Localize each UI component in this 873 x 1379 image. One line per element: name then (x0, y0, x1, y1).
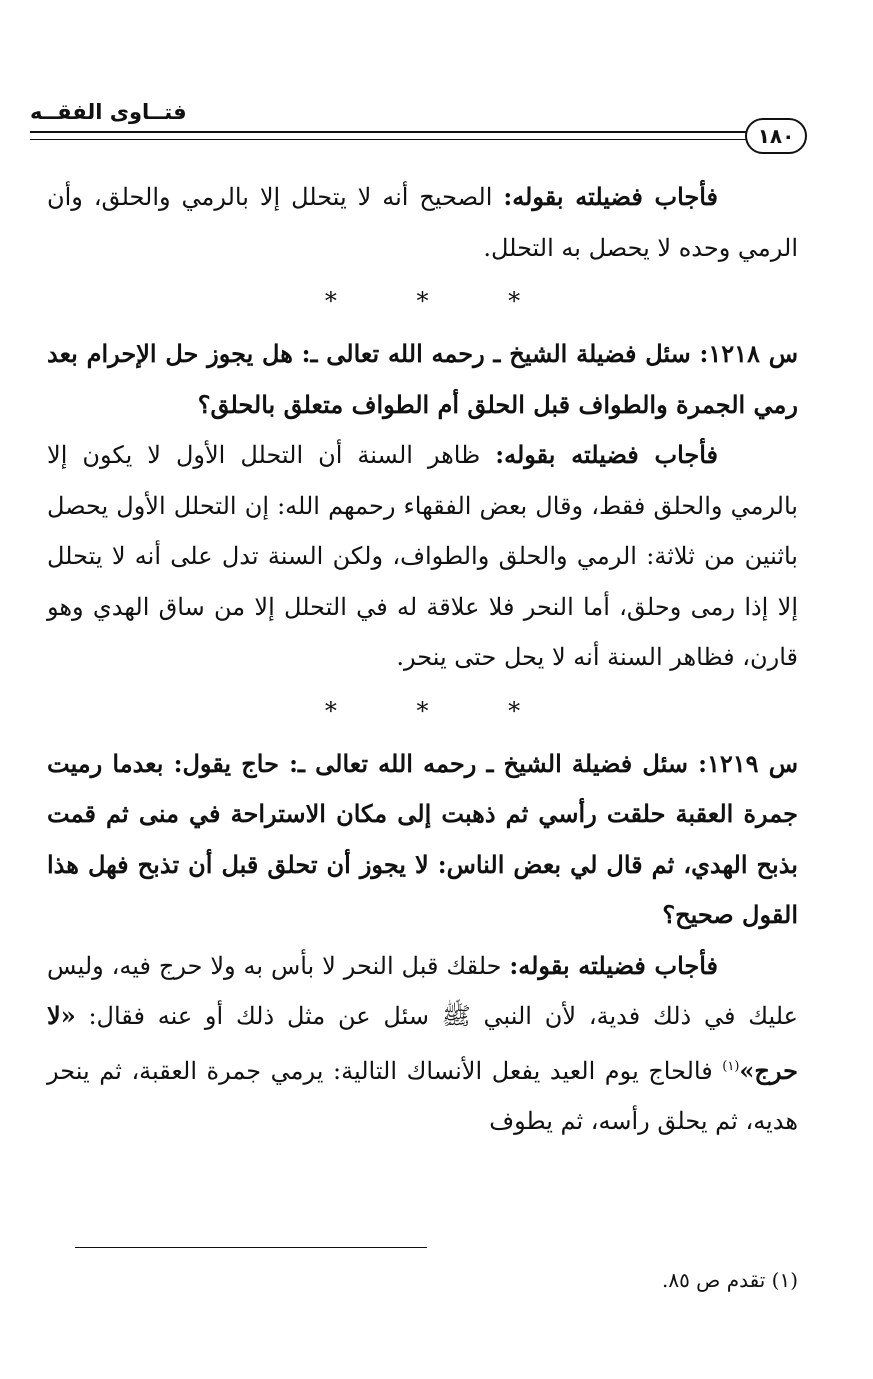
question-text: سئل فضيلة الشيخ ـ رحمه الله تعالى ـ: هل يجوز حل الإحرام بعد رمي الجمرة والطواف قبل الحلق أم الطواف متعلق بالحلق؟ (47, 339, 798, 419)
paragraph (47, 172, 798, 273)
section-separator: * * * (324, 287, 557, 315)
answer-text: الصحيح أنه لا يتحلل إلا بالرمي والحلق، وأن الرمي وحده لا يحصل به التحلل. (47, 183, 798, 262)
header-rule (30, 131, 781, 133)
question-paragraph (47, 739, 798, 941)
running-header-title: فتــاوى الفقــه (30, 100, 187, 124)
hadith-quote: «لا حرج» (47, 1001, 798, 1085)
question-paragraph (47, 329, 798, 430)
footnote-rule (75, 1247, 427, 1248)
question-number: س ١٢١٨: (699, 339, 798, 368)
section-separator: * * * (324, 696, 557, 725)
answer-text: حلقك قبل النحر لا بأس به ولا حرج فيه، وليس عليك في ذلك فدية، لأن النبي ﷺ سئل عن مثل ذلك أو عنه فقال: (47, 951, 798, 1030)
answer-lead: فأجاب فضيلته بقوله: (503, 182, 719, 211)
question-number: س ١٢١٩: (698, 748, 799, 778)
paragraph (47, 941, 798, 1147)
answer-text: ظاهر السنة أن التحلل الأول لا يكون إلا بالرمي والحلق فقط، وقال بعض الفقهاء رحمهم الله: إن التحلل الأول يحصل باثنين من ثلاثة: الرمي والحلق والطواف، ولكن السنة تدل على أنه لا يتحلل إلا إذا رمى وحلق، أما النحر فلا علاقة له في التحلل إلا من ساق الهدي وهو قارن، فظاهر السنة أنه لا يحل حتى ينحر. (47, 441, 798, 671)
footnote: (١) تقدم ص ٨٥. (661, 1268, 798, 1292)
answer-lead: فأجاب فضيلته بقوله: (509, 950, 718, 980)
page-number: ١٨٠ (745, 118, 807, 154)
page-body (47, 172, 798, 1147)
answer-text: فالحاج يوم العيد يفعل الأنساك التالية: يرمي جمرة العقبة، ثم ينحر هديه، ثم يحلق رأسه، ثم يطوف (47, 1056, 798, 1135)
answer-lead: فأجاب فضيلته بقوله: (495, 440, 719, 469)
header-rule-thin (30, 139, 781, 140)
paragraph (47, 430, 798, 683)
footnote-marker: (١) (722, 1058, 740, 1074)
question-text: سئل فضيلة الشيخ ـ رحمه الله تعالى ـ: حاج يقول: بعدما رميت جمرة العقبة حلقت رأسي ثم ذهبت إلى مكان الاستراحة في منى ثم قمت بذبح الهدي، ثم قال لي بعض الناس: لا يجوز أن تحلق قبل أن تذبح فهل هذا القول صحيح؟ (47, 748, 798, 929)
